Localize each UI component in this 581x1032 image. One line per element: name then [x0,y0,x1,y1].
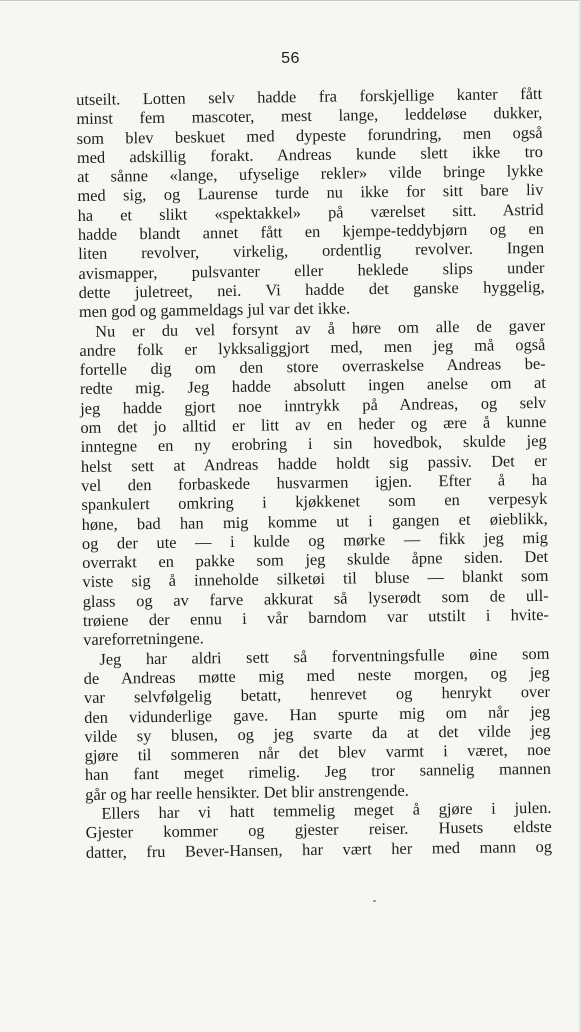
body-text [76,84,552,862]
text-line: inntegne en ny erobring i sin hovedbok, skulde jeg [80,431,547,457]
text-line: liten revolver, virkelig, ordentlig revolver. Ingen [78,238,545,264]
page-number: 56 [281,50,300,67]
text-line: utseilt. Lotten selv hadde fra forskjellige kanter fått [76,83,543,109]
text-line: viste sig å inneholde silketøi til bluse — blankt som [82,566,549,592]
text-line: han fant meget rimelig. Jeg tror sannelig mannen [84,759,552,785]
text-line: vel den forbaskede husvarmen igjen. Efter å ha [81,469,548,495]
text-line: høne, bad han mig komme ut i gangen et øieblikk, [81,508,548,534]
top-edge-rule [0,0,581,1]
text-line: som blev beskuet med dypeste forundring, men også [76,122,543,148]
text-line: vilde sy blusen, og jeg svarte da at det vilde jeg [84,720,551,746]
text-line: dette juletreet, nei. Vi hadde det ganske hyggelig, [78,276,545,302]
text-line: gjøre til sommeren når det blev varmt i været, noe [84,739,551,766]
text-line: minst fem mascoter, mest lange, leddeløse dukker, [76,103,543,129]
text-line: går og har reelle hensikter. Det blir anstrengende. [85,780,409,804]
text-line: avismapper, pulsvanter eller heklede slips under [78,257,545,283]
text-line: helst sett at Andreas hadde holdt sig passiv. Det er [80,450,548,476]
text-line: spankulert omkring i kjøkkenet som en verpesyk [81,489,548,515]
speck-mark [373,900,376,902]
text-line: Ellers har vi hatt temmelig meget å gjøre i julen. [101,797,552,823]
text-line: med adskillig forakt. Andreas kunde slett ikke tro [76,141,543,167]
text-line: datter, fru Bever-Hansen, har vært her med mann og [85,836,553,862]
text-line: overrakt en pakke som jeg skulde åpne siden. Det [82,546,549,573]
text-line: glass og av farve akkurat så lyserødt som de ull- [82,585,549,611]
text-line: fortelle dig om den store overraskelse Andreas be- [79,354,546,380]
text-line: med sig, og Laurense turde nu ikke for sitt bare liv [77,180,544,206]
text-line: ha et slikt «spektakkel» på værelset sitt. Astrid [77,199,544,225]
text-line: Nu er du vel forsynt av å høre om alle de gaver [95,315,546,341]
text-line: den vidunderlige gave. Han spurte mig om når jeg [84,701,551,727]
text-line: redte mig. Jeg hadde absolutt ingen anelse om at [79,373,546,399]
text-line: men god og gammeldags jul var det ikke. [78,298,351,322]
text-line: at sånne «lange, ufyselige rekler» vilde bringe lykke [77,161,544,187]
text-line: de Andreas møtte mig med neste morgen, og jeg [83,662,550,688]
text-line: Jeg har aldri sett så forventningsfulle øine som [99,643,550,669]
text-line: hadde blandt annet fått en kjempe-teddybjørn og en [77,218,544,245]
text-line: og der ute — i kulde og mørke — fikk jeg mig [81,527,549,553]
text-line: var selvfølgelig betatt, henrevet og henrykt over [83,682,551,708]
text-line: Gjester kommer og gjester reiser. Husets eldste [85,817,552,843]
text-line: andre folk er lykksaliggjort med, men jeg må også [79,334,546,360]
text-line: trøiene der ennu i vår barndom var utstilt i hvite- [82,604,550,630]
text-line: jeg hadde gjort noe inntrykk på Andreas, og selv [80,392,547,418]
text-line: om det jo alltid er litt av en heder og ære å kunne [80,411,547,438]
text-line: vareforretningene. [83,628,204,650]
